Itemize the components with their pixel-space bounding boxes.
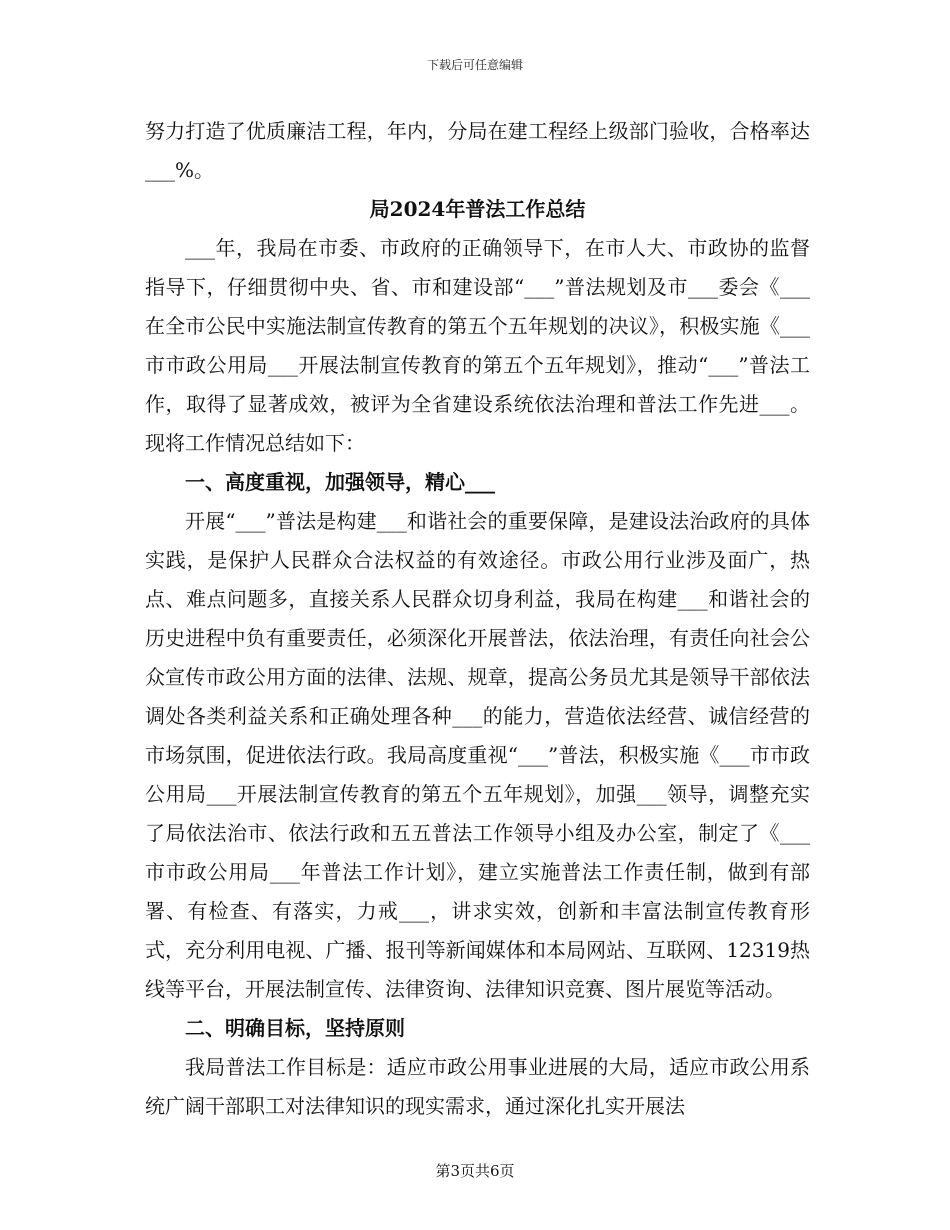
document-body bbox=[145, 112, 810, 1126]
page-footer: 第3页共6页 bbox=[435, 1162, 515, 1180]
section-heading-2: 二、明确目标，坚持原则 bbox=[185, 1016, 405, 1040]
page-header: 下载后可任意编辑 bbox=[426, 58, 523, 72]
paragraph-intro: ___年，我局在市委、市政府的正确领导下，在市人大、市政协的监督指导下，仔细贯彻中央、省、市和建设部“___”普法规划及市___委会《___在全市公民中实施法制宣传教育的第五个五年规划的决议》，积极实施《___市市政公用局___开展法制宣传教育的第五个五年规划》，推动“___”普法工作，取得了显著成效，被评为全省建设系统依法治理和普法工作先进___。现将工作情况总结如下： bbox=[145, 236, 810, 455]
paragraph-section-2: 我局普法工作目标是：适应市政公用事业进展的大局，适应市政公用系统广阔干部职工对法律知识的现实需求，通过深化扎实开展法 bbox=[145, 1055, 810, 1118]
section-heading-1: 一、高度重视，加强领导，精心___ bbox=[185, 470, 495, 494]
document-title: 局2024年普法工作总结 bbox=[369, 197, 586, 221]
paragraph-section-1: 开展“___”普法是构建___和谐社会的重要保障，是建设法治政府的具体实践，是保护人民群众合法权益的有效途径。市政公用行业涉及面广，热点、难点问题多，直接关系人民群众切身利益，我局在构建___和谐社会的历史进程中负有重要责任，必须深化开展普法，依法治理，有责任向社会公众宣传市政公用方面的法律、法规、规章，提高公务员尤其是领导干部依法调处各类利益关系和正确处理各种___的能力，营造依法经营、诚信经营的市场氛围，促进依法行政。我局高度重视“___”普法，积极实施《___市市政公用局___开展法制宣传教育的第五个五年规划》，加强___领导，调整充实了局依法治市、依法行政和五五普法工作领导小组及办公室，制定了《___市市政公用局___年普法工作计划》，建立实施普法工作责任制，做到有部署、有检查、有落实，力戒___，讲求实效，创新和丰富法制宣传教育形式，充分利用电视、广播、报刊等新闻媒体和本局网站、互联网、12319热线等平台，开展法制宣传、法律资询、法律知识竞赛、图片展览等活动。 bbox=[145, 509, 810, 1001]
paragraph-continued: 努力打造了优质廉洁工程，年内，分局在建工程经上级部门验收，合格率达___%。 bbox=[145, 119, 810, 182]
